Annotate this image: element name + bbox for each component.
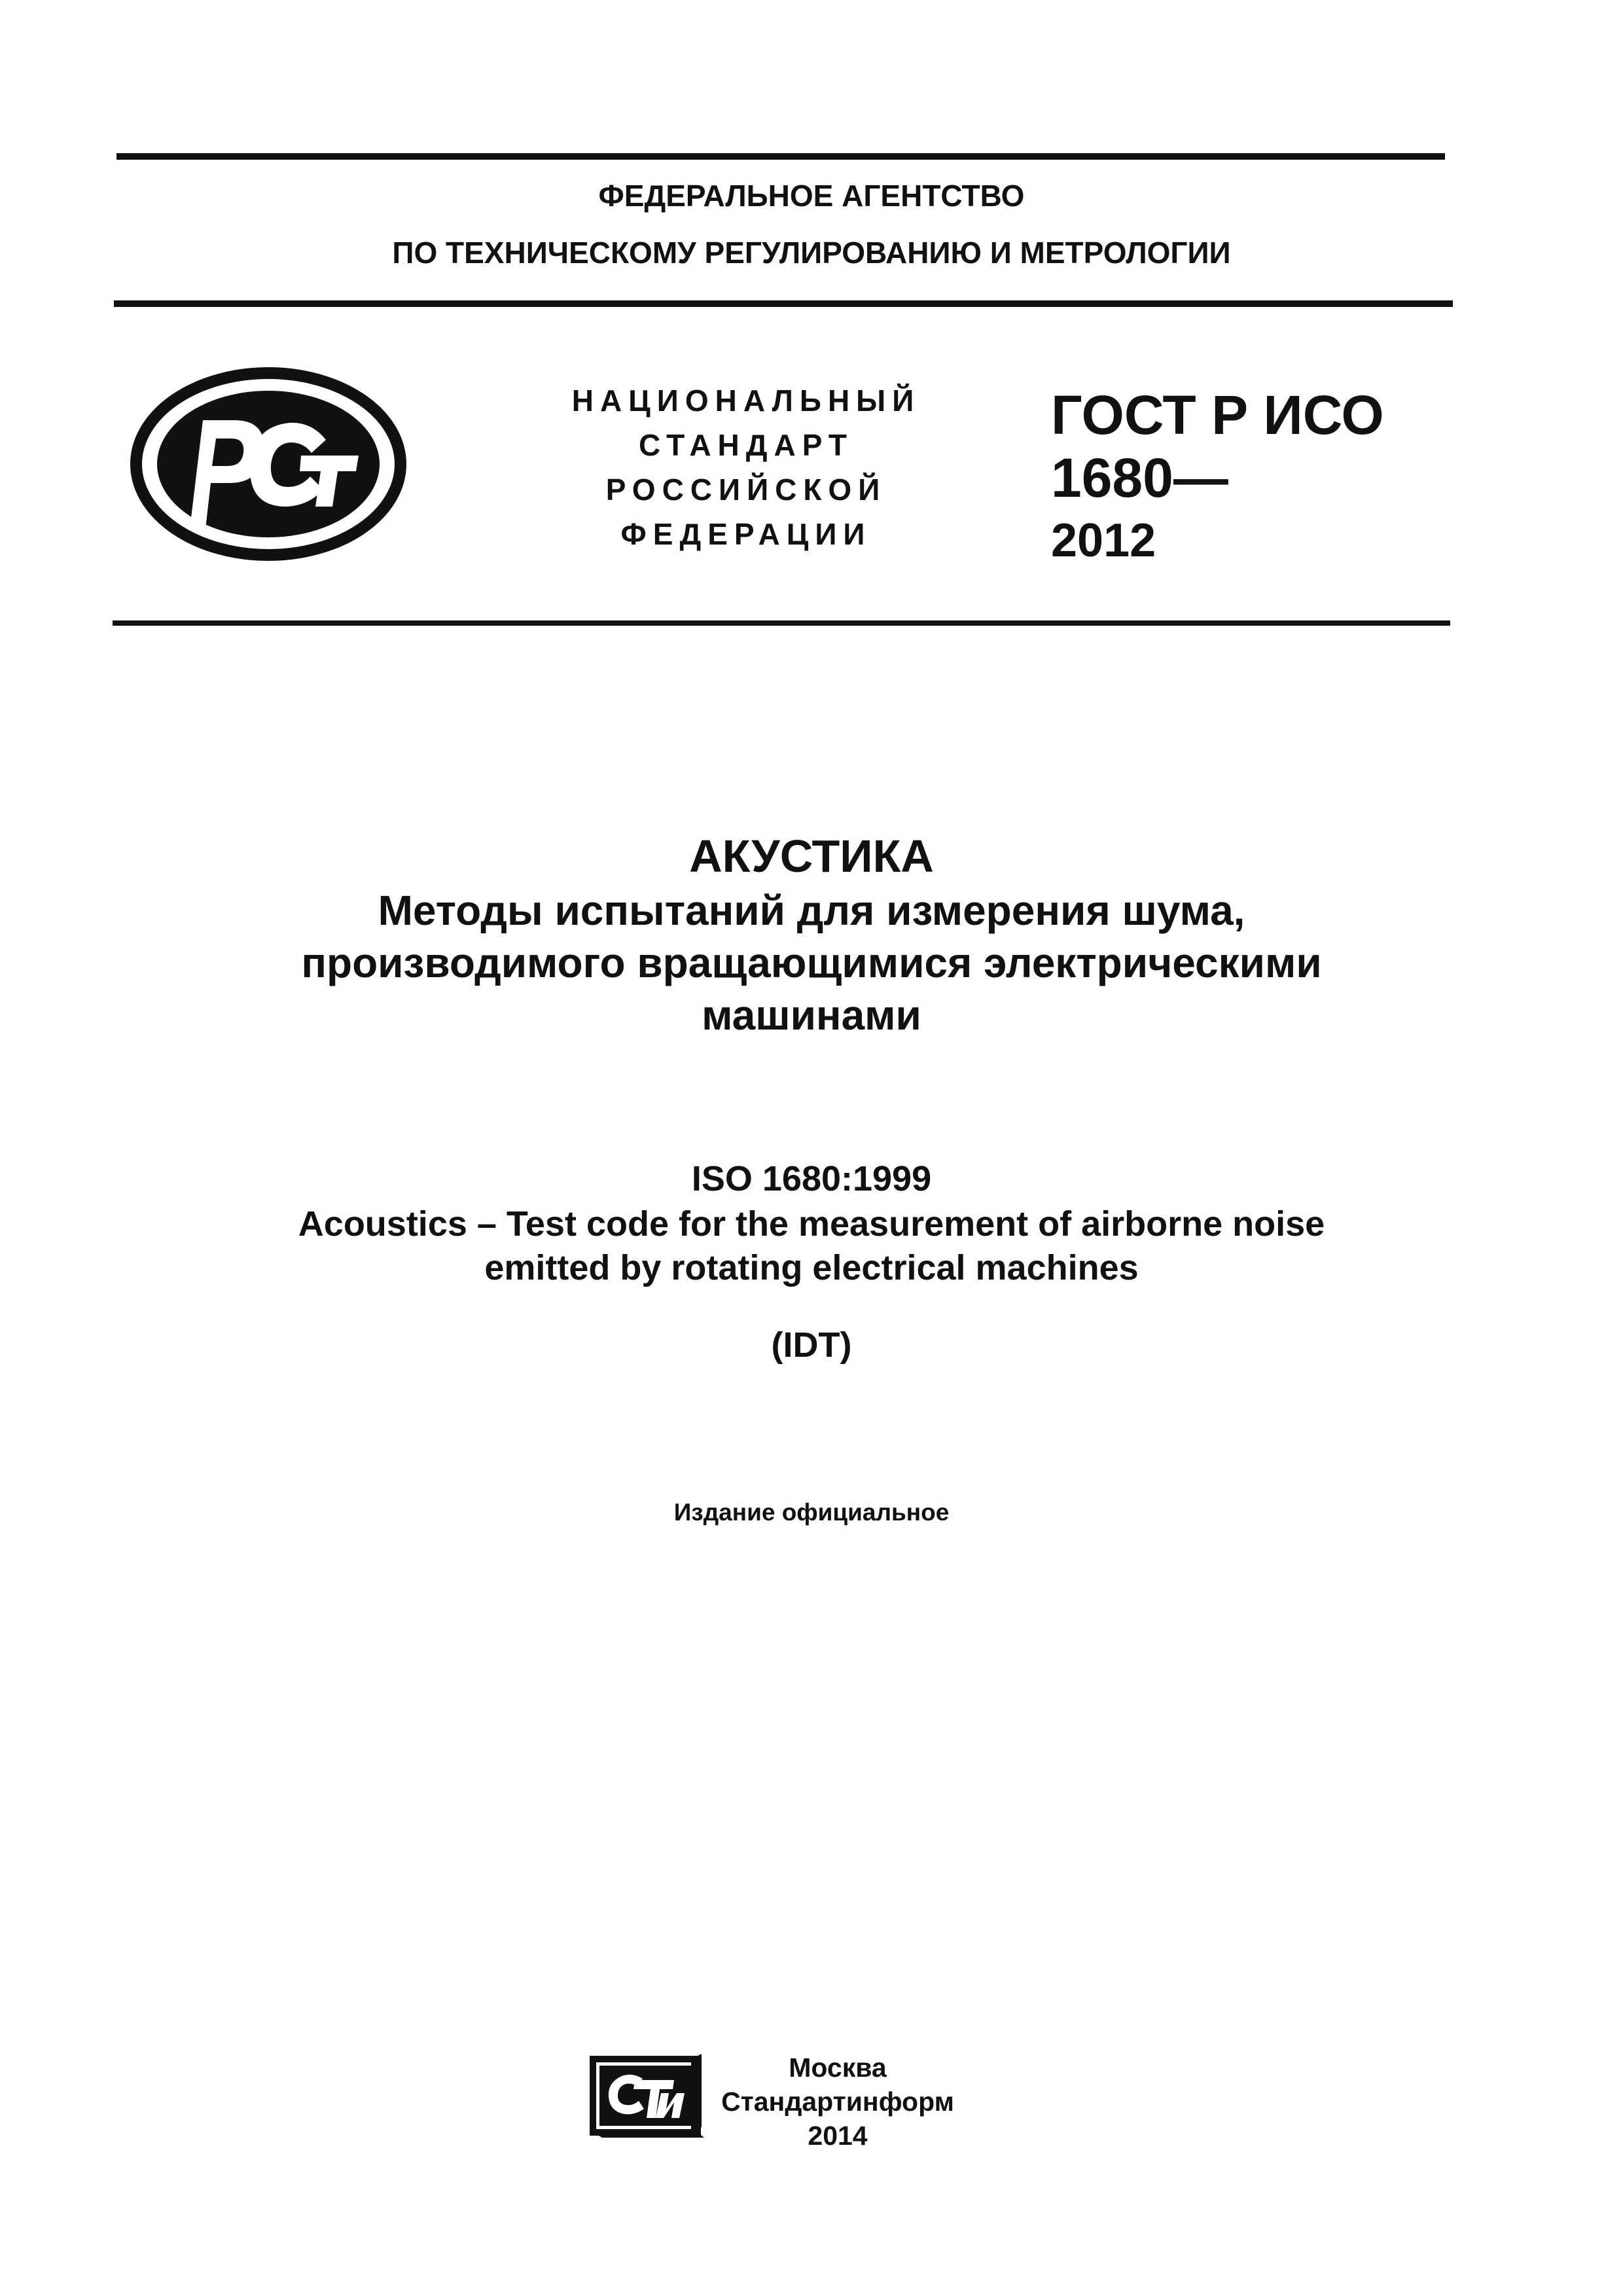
publisher-city: Москва: [789, 2053, 887, 2083]
agency-line-2: ПО ТЕХНИЧЕСКОМУ РЕГУЛИРОВАНИЮ И МЕТРОЛОГИИ: [392, 236, 1231, 270]
iso-code: ISO 1680:1999: [691, 1159, 932, 1198]
agency-line-1: ФЕДЕРАЛЬНОЕ АГЕНТСТВО: [598, 179, 1025, 213]
title-sub-line-1: Методы испытаний для измерения шума,: [378, 887, 1245, 934]
iso-title-line-1: Acoustics – Test code for the measurement of airborne noise: [298, 1204, 1325, 1244]
rst-conformity-mark-icon: [130, 367, 407, 562]
header-bottom-rule: [114, 300, 1453, 307]
standard-number-line-3: 2012: [1051, 514, 1156, 567]
standard-number-line-1: ГОСТ Р ИСО: [1051, 384, 1384, 446]
publisher-logo: [589, 2054, 707, 2139]
publisher-name: Стандартинформ: [721, 2087, 954, 2117]
publisher-imprint: [720, 2051, 955, 2153]
edition-label: Издание официальное: [673, 1499, 950, 1526]
standard-kind-label: [563, 378, 929, 556]
iso-degree: (IDT): [771, 1325, 852, 1365]
standard-kind-line-3: РОССИЙСКОЙ: [605, 473, 887, 507]
publisher-year: 2014: [808, 2121, 868, 2151]
rst-logo: [130, 367, 407, 562]
standard-kind-line-4: ФЕДЕРАЦИИ: [620, 517, 872, 551]
standard-number: [1051, 384, 1384, 572]
title-sub-line-3: машинами: [702, 992, 921, 1039]
title-sub-line-2: производимого вращающимися электрическими: [301, 939, 1322, 986]
standard-kind-line-2: СТАНДАРТ: [639, 428, 853, 462]
standard-block-rule: [113, 620, 1450, 626]
standard-number-line-2: 1680—: [1051, 447, 1228, 509]
title-main: АКУСТИКА: [689, 831, 934, 882]
standard-kind-line-1: НАЦИОНАЛЬНЫЙ: [571, 384, 921, 418]
iso-title-line-2: emitted by rotating electrical machines: [484, 1248, 1139, 1287]
standartinform-logo-icon: [589, 2054, 707, 2139]
header-top-rule: [116, 153, 1445, 160]
